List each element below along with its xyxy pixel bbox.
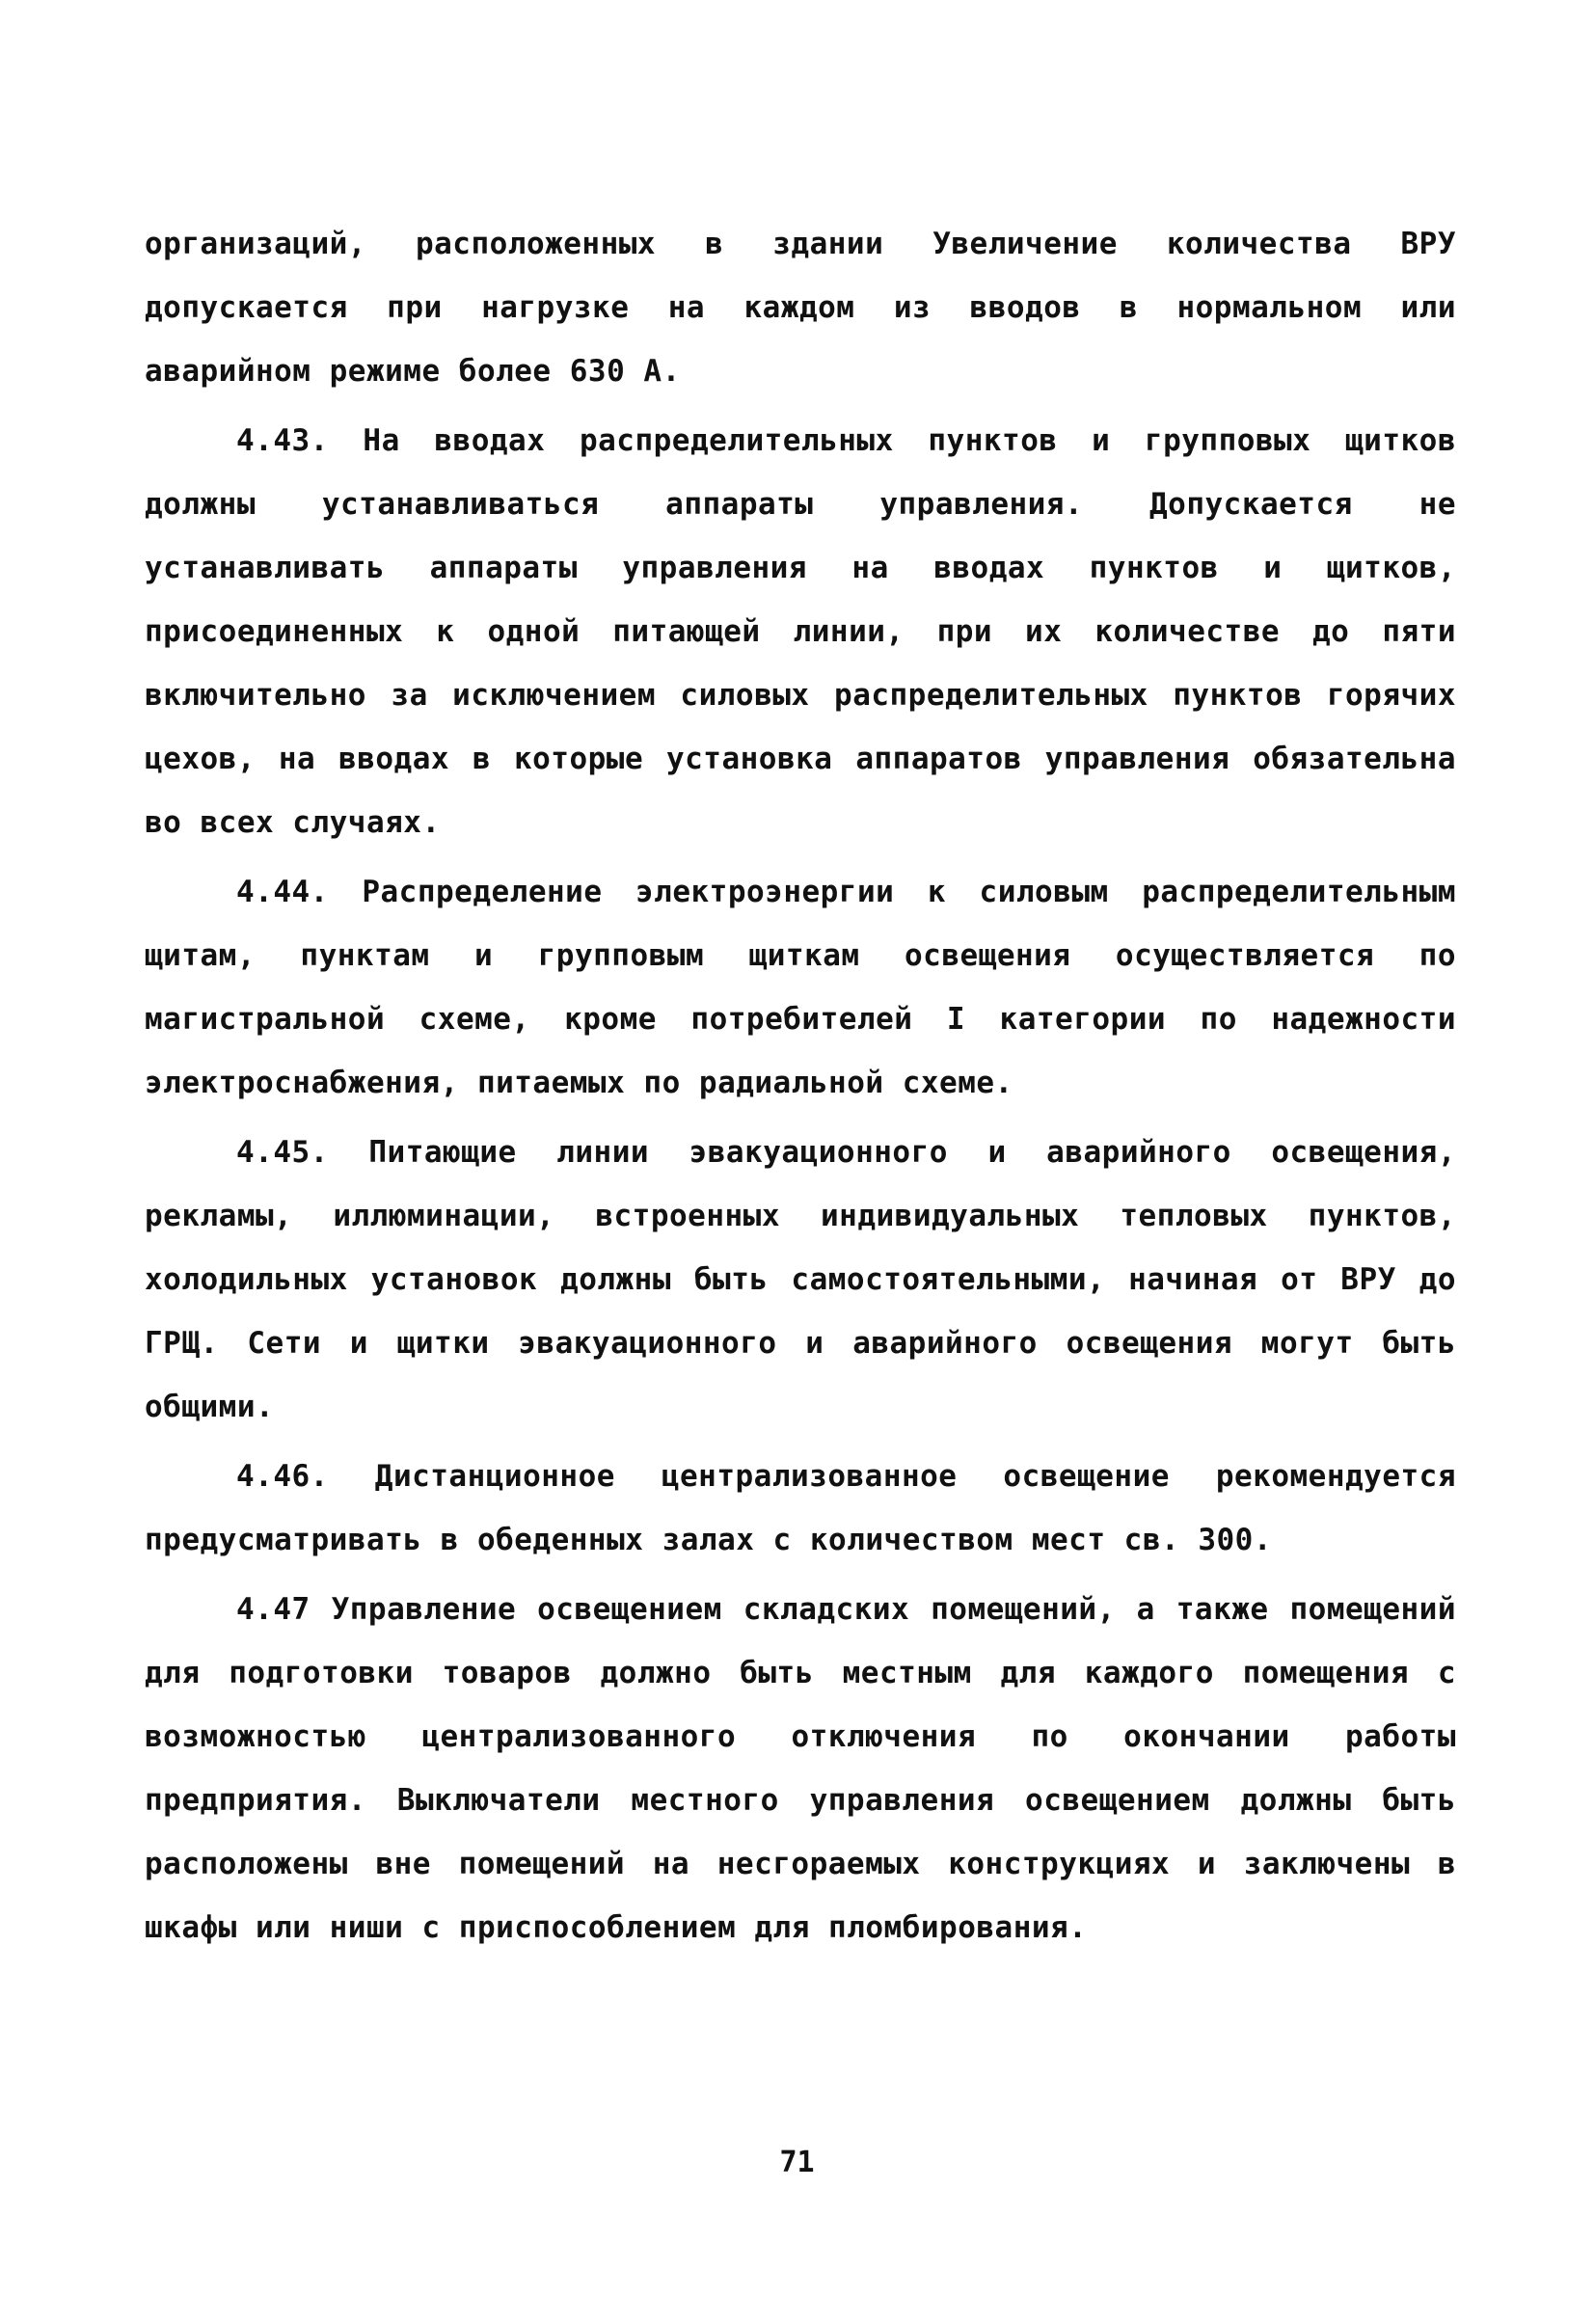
paragraph-4-43: 4.43. На вводах распределительных пунктов и групповых щитков должны устанавливаться аппараты управления. Допускается не устанавливать аппараты управления на вводах пунктов и щитков, присоединенных к одной питающей линии, при их количестве до пяти включительно за исключением силовых распределительных пунктов горячих цехов, на вводах в которые установка аппаратов управления обязательна во всех случаях. bbox=[145, 423, 1456, 840]
paragraph-4-46: 4.46. Дистанционное централизованное освещение рекомендуется предусматривать в обеденных залах с количеством мест св. 300. bbox=[145, 1459, 1456, 1557]
paragraph-4-45: 4.45. Питающие линии эвакуационного и аварийного освещения, рекламы, иллюминации, встроенных индивидуальных тепловых пунктов, холодильных установок должны быть самостоятельными, начиная от ВРУ до ГРЩ. Сети и щитки эвакуационного и аварийного освещения могут быть общими. bbox=[145, 1135, 1456, 1424]
body-text bbox=[145, 212, 1456, 1965]
paragraph-4-44: 4.44. Распределение электроэнергии к силовым распределительным щитам, пунктам и групповым щиткам освещения осуществляется по магистральной схеме, кроме потребителей I категории по надежности электроснабжения, питаемых по радиальной схеме. bbox=[145, 875, 1456, 1100]
paragraph-4-47: 4.47 Управление освещением складских помещений, а также помещений для подготовки товаров должно быть местным для каждого помещения с возможностью централизованного отключения по окончании работы предприятия. Выключатели местного управления освещением должны быть расположены вне помещений на несгораемых конструкциях и заключены в шкафы или ниши с приспособлением для пломбирования. bbox=[145, 1592, 1456, 1945]
paragraph-continuation: организаций, расположенных в здании Увеличение количества ВРУ допускается при нагрузке на каждом из вводов в нормальном или аварийном режиме более 630 А. bbox=[145, 227, 1456, 389]
page-number: 71 bbox=[779, 2146, 815, 2179]
